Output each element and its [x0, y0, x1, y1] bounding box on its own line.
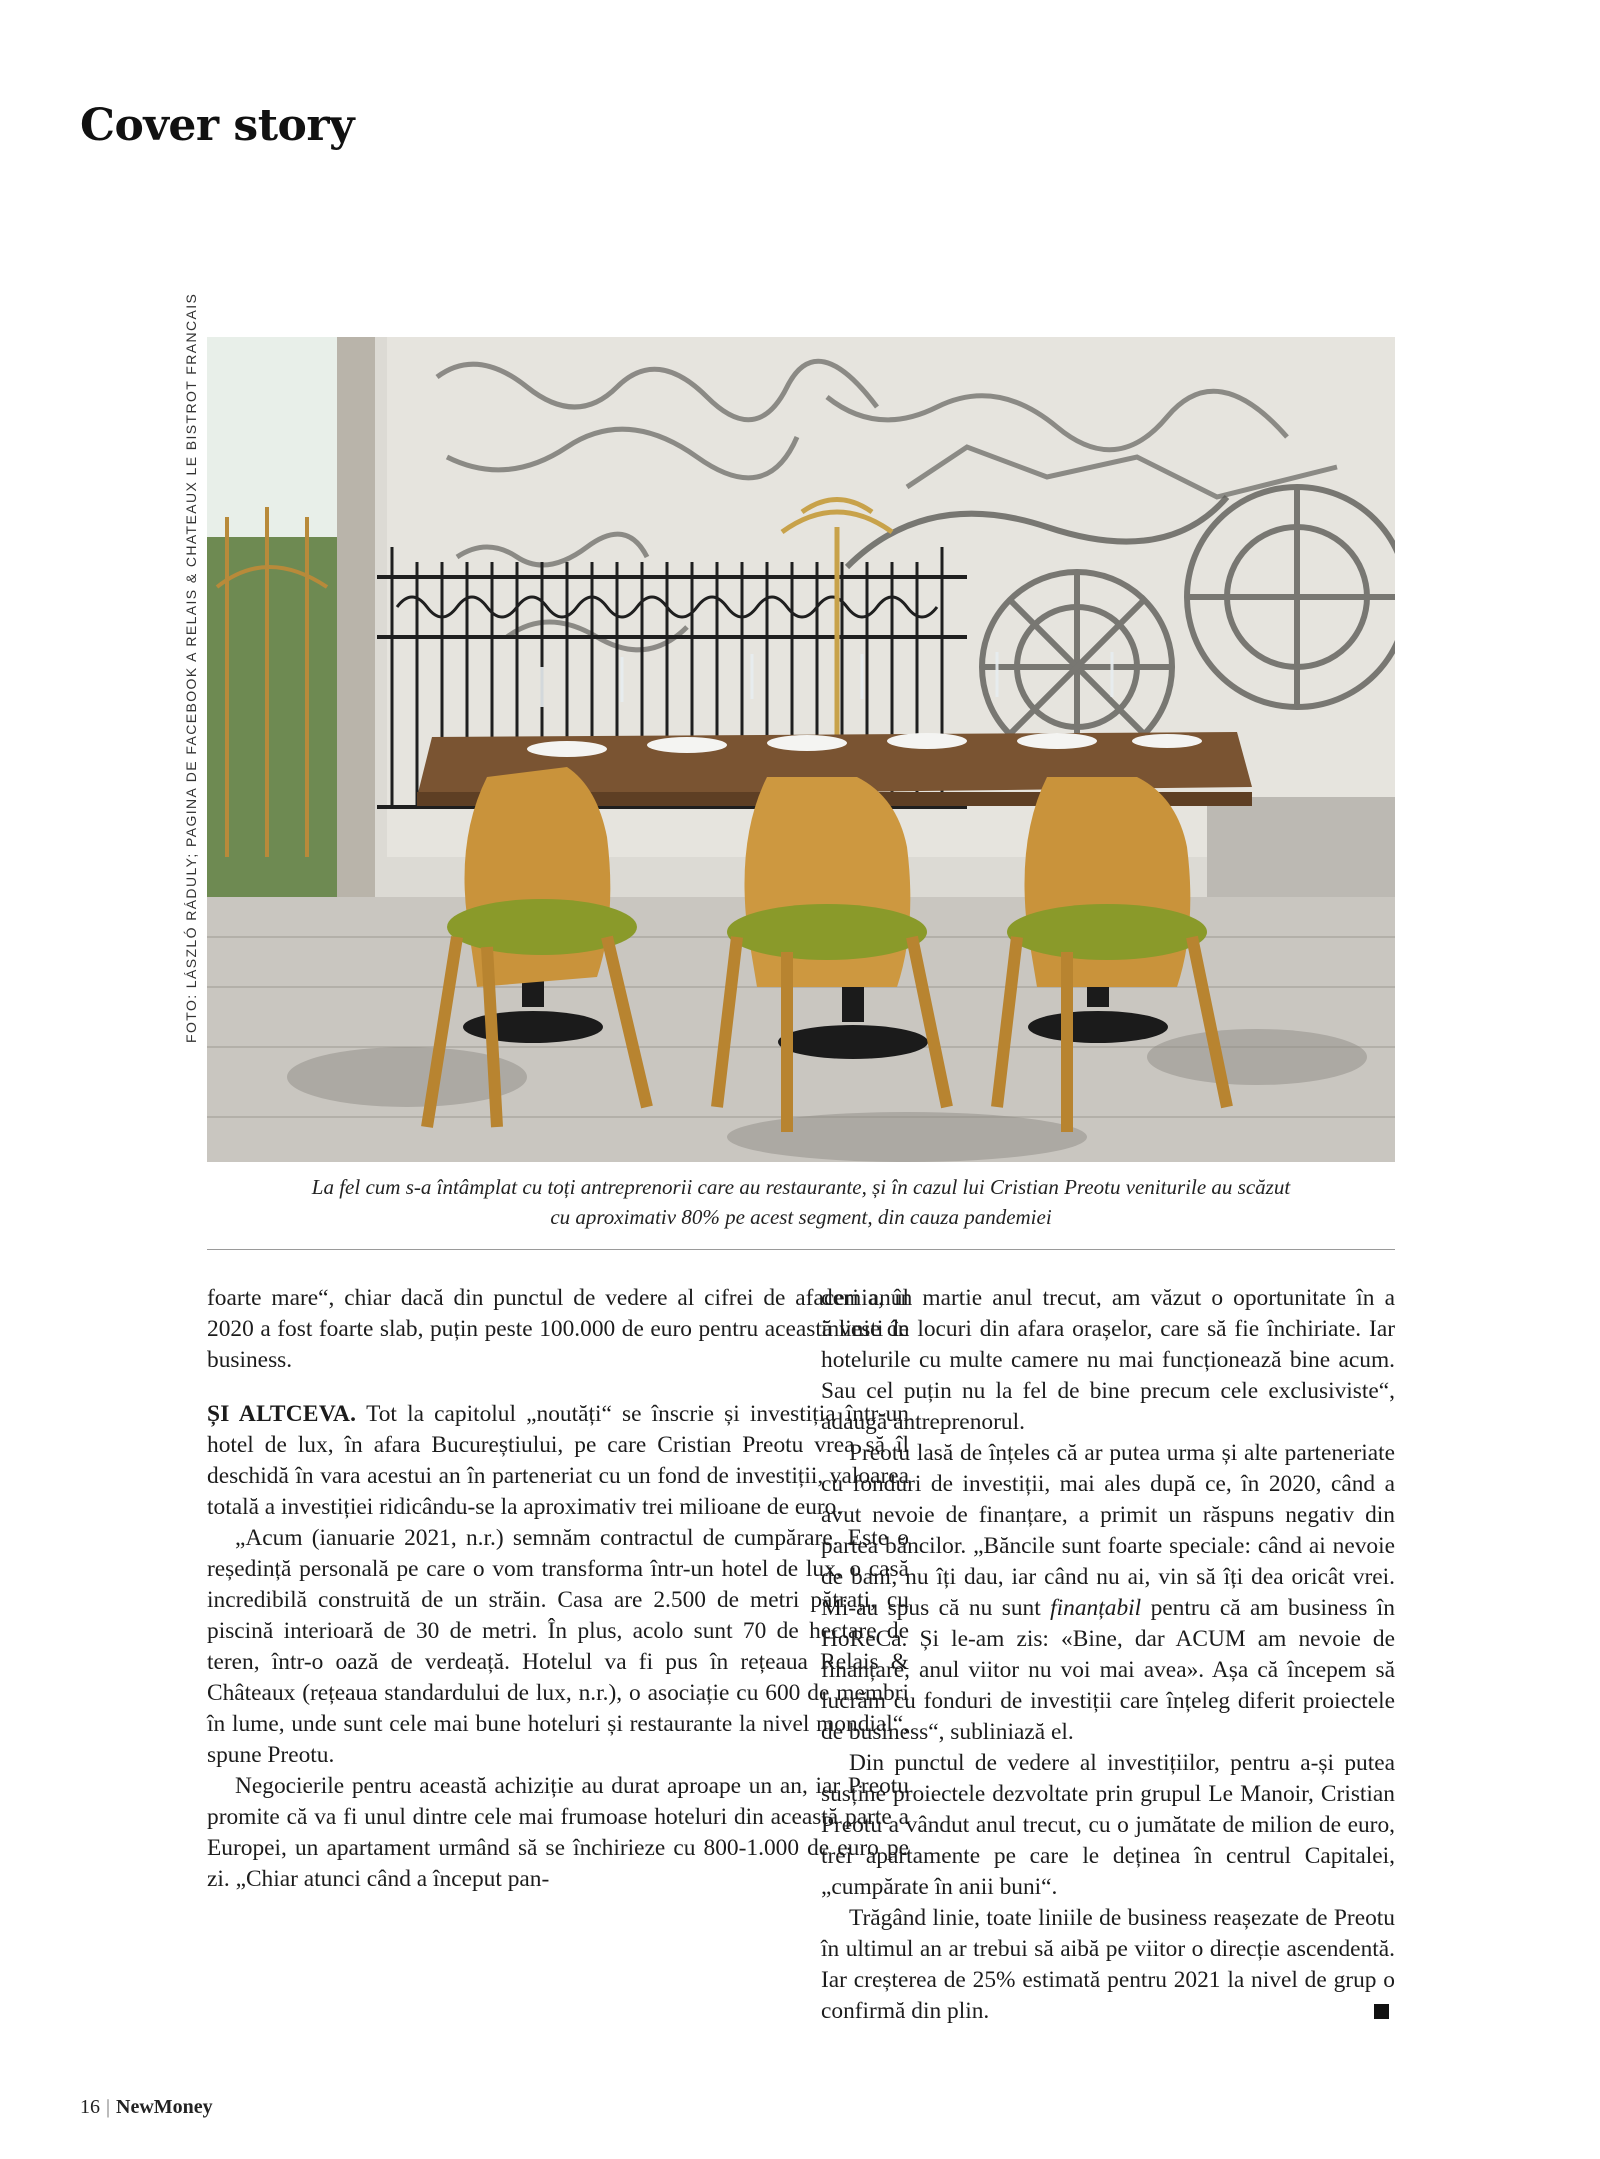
paragraph: foarte mare“, chiar dacă din punctul de vedere al cifrei de afaceri anul 2020 a fost foarte slab, puțin peste 100.000 de euro pentru această linie de business. [207, 1285, 909, 1373]
caption-divider [207, 1249, 1395, 1250]
paragraph: demia, în martie anul trecut, am văzut o oportunitate în a investi în locuri din afara orașelor, care să fie închiriate. Iar hotelurile cu multe camere nu mai funcționează bine acum. Sau cel puțin nu la fel de bine precum cele exclusiviste“, adaugă antreprenorul. [821, 1285, 1395, 1435]
caption-line: La fel cum s-a întâmplat cu toți antreprenorii care au restaurante, și în cazul lui Cristian Preotu veniturile au scăzut [311, 1175, 1291, 1199]
paragraph-text: Preotu lasă de înțeles că ar putea urma și alte parteneriate cu fonduri de investiții, mai ales după ce, în 2020, când a avut nevoie de finanțare, a primit un răspuns negativ din partea băncilor. „Băncile sunt foarte speciale: când ai nevoie de bani, nu îți dau, iar când nu ai, vin să îți dea oricât vrei. Mi-au spus că nu sunt [821, 1440, 1395, 1621]
restaurant-terrace-illustration [207, 337, 1395, 1162]
article-column-left [207, 1283, 909, 1895]
paragraph-text: pentru că am business în HoReCa. Și le-am zis: «Bine, dar ACUM am nevoie de finanțare, anul viitor nu voi mai avea». Așa că începem să lucrăm cu fonduri de investiții care înțeleg diferit proiectele de business“, subliniază el. [821, 1595, 1395, 1745]
paragraph [821, 1438, 1395, 1748]
paragraph [207, 1399, 909, 1523]
paragraph-text: Trăgând linie, toate liniile de business reașezate de Preotu în ultimul an ar trebui să aibă pe viitor o direcție ascendentă. Iar creșterea de 25% estimată pentru 2021 la nivel de grup o confirmă din plin. [821, 1905, 1395, 2024]
paragraph: Din punctul de vedere al investițiilor, pentru a-și putea susține proiectele dezvoltate prin grupul Le Manoir, Cristian Preotu a vândut anul trecut, cu o jumătate de milion de euro, trei apartamente pe care le deținea în centrul Capitalei, „cumpărate în anii buni“. [821, 1750, 1395, 1900]
page-number: 16 [80, 2096, 100, 2118]
end-of-article-square-icon [1374, 2004, 1389, 2019]
section-title: Cover story [80, 100, 355, 151]
article-photo [207, 337, 1395, 1162]
paragraph-text: Tot la capitolul „noutăți“ se înscrie și investiția într-un hotel de lux, în afara Bucureștiului, pe care Cristian Preotu vrea să îl deschidă în vara acestui an în parteneriat cu un fond de investiții, valoarea totală a investiției ridicându-se la aproximativ trei milioane de euro. [207, 1401, 909, 1520]
subhead-lead: ȘI ALTCEVA. [207, 1401, 357, 1427]
footer-separator: | [106, 2096, 111, 2118]
paragraph [821, 1903, 1395, 2027]
publication-name: NewMoney [116, 2096, 213, 2118]
page-footer [80, 2096, 213, 2119]
caption-line: cu aproximativ 80% pe acest segment, din cauza pandemiei [550, 1205, 1052, 1229]
paragraph: „Acum (ianuarie 2021, n.r.) semnăm contractul de cumpărare. Este o reședință personală pe care o vom transforma într-un hotel de lux, o casă incredibilă construită de un străin. Casa are 2.500 de metri pătrați, cu piscină interioară de 30 de metri. În plus, acolo sunt 70 de hectare de teren, într-o oază de verdeață. Hotelul va fi pus în rețeaua Relais & Châteaux (rețeaua standardului de lux, n.r.), o asociație cu 600 de membri în lume, unde sunt cele mai bune hoteluri și restaurante la nivel mondial“, spune Preotu. [207, 1525, 909, 1768]
photo-caption [207, 1172, 1395, 1232]
paragraph: Negocierile pentru această achiziție au durat aproape un an, iar Preotu promite că va fi unul dintre cele mai frumoase hoteluri din această parte a Europei, un apartament urmând să se închirieze cu 800-1.000 de euro pe zi. „Chiar atunci când a început pan- [207, 1773, 909, 1892]
article-column-right [821, 1283, 1395, 2027]
photo-credit: FOTO: LÁSZLÓ RÁDULY; PAGINA DE FACEBOOK A RELAIS & CHATEAUX LE BISTROT FRANCAIS [183, 292, 199, 1043]
emphasis: finanțabil [1050, 1595, 1142, 1621]
